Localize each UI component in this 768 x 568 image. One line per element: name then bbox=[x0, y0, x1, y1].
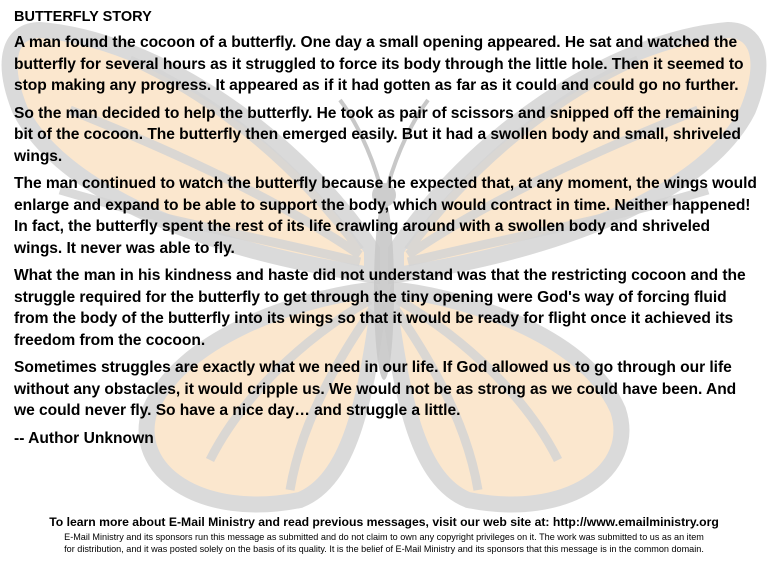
story-paragraph: What the man in his kindness and haste did not understand was that the restricting cocoon and the struggle required for the butterfly to get through the tiny opening were God's way of forcing fluid from the body of the butterfly into its wings so that it would be ready for flight once it achieved its freedom from the cocoon. bbox=[14, 267, 746, 349]
footer-disclaimer-line: for distribution, and it was posted solely on the basis of its quality. It is the belief of E-Mail Ministry and its sponsors that this message is in the common domain. bbox=[64, 543, 704, 554]
footer bbox=[0, 514, 768, 555]
story-content bbox=[14, 8, 760, 449]
footer-website-notice: To learn more about E-Mail Ministry and read previous messages, visit our web site at: http://www.emailministry.org bbox=[49, 515, 719, 529]
story-paragraph: The man continued to watch the butterfly because he expected that, at any moment, the wings would enlarge and expand to be able to support the body, which would contract in time. Neither happened! In fact, the butterfly spent the rest of its life crawling around with a swollen body and shriveled wings. It never was able to fly. bbox=[14, 175, 757, 257]
story-paragraph: A man found the cocoon of a butterfly. One day a small opening appeared. He sat and watched the butterfly for several hours as it struggled to force its body through the little hole. Then it seemed to stop making any progress. It appeared as if it had gotten as far as it could and could go no further. bbox=[14, 34, 744, 94]
story-paragraph: So the man decided to help the butterfly. He took as pair of scissors and snipped off the remaining bit of the cocoon. The butterfly then emerged easily. But it had a swollen body and small, shriveled wings. bbox=[14, 104, 741, 165]
author-credit: -- Author Unknown bbox=[14, 429, 154, 447]
footer-disclaimer-line: E-Mail Ministry and its sponsors run this message as submitted and do not claim to own any copyright privileges on it. The work was submitted to us as an item bbox=[64, 532, 704, 542]
footer-disclaimer bbox=[0, 532, 768, 555]
story-paragraph: Sometimes struggles are exactly what we need in our life. If God allowed us to go through our life without any obstacles, it would cripple us. We would not be as strong as we could have been. And we could never fly. So have a nice day… and struggle a little. bbox=[14, 359, 737, 419]
story-title: BUTTERFLY STORY bbox=[14, 9, 152, 25]
